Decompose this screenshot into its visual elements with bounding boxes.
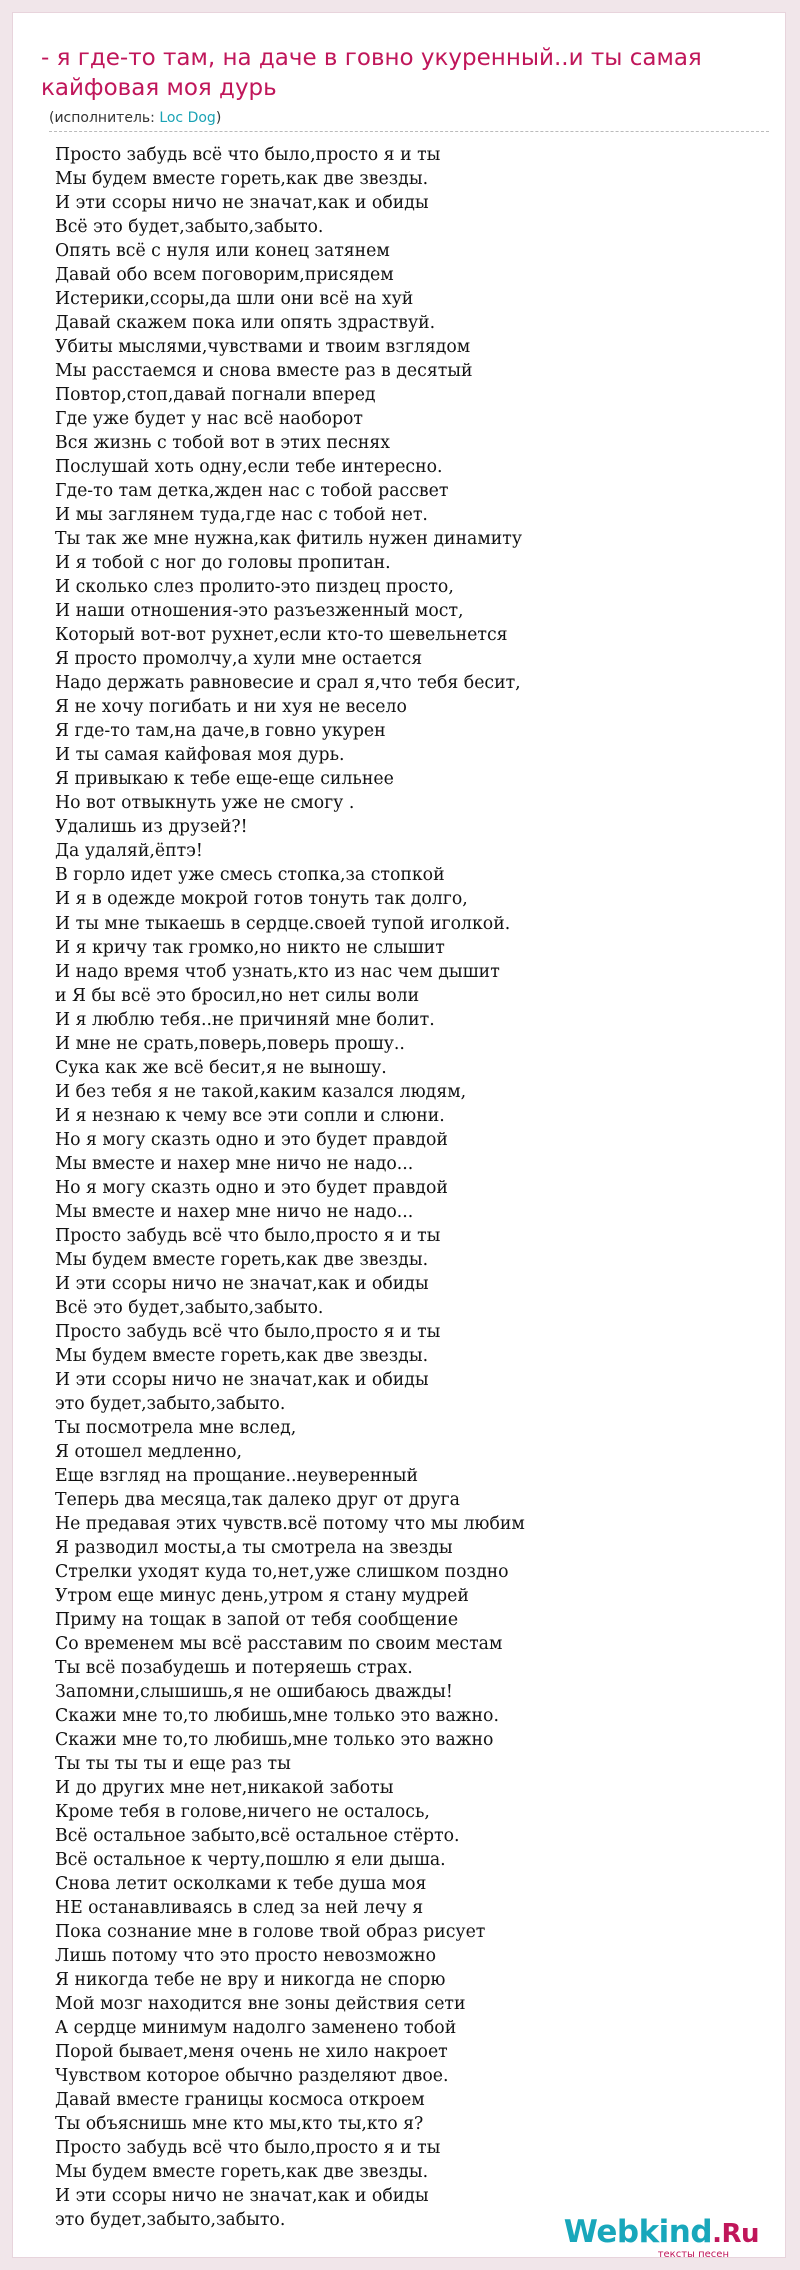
lyric-line: И наши отношения-это разъезженный мост, bbox=[55, 601, 464, 622]
lyric-line: Опять всё с нуля или конец затянем bbox=[55, 241, 390, 262]
lyric-line: Всё остальное забыто,всё остальное стёрто. bbox=[55, 1826, 460, 1847]
lyric-line: Мы будем вместе гореть,как две звезды. bbox=[55, 1345, 429, 1366]
lyric-line: это будет,забыто,забыто. bbox=[55, 2210, 286, 2231]
lyric-line: И мы заглянем туда,где нас с тобой нет. bbox=[55, 505, 428, 526]
lyric-line: Мы будем вместе гореть,как две звезды. bbox=[55, 2162, 429, 2183]
lyric-line: И надо время чтоб узнать,кто из нас чем дышит bbox=[55, 961, 500, 982]
lyric-line: Приму на тощак в запой от тебя сообщение bbox=[55, 1609, 459, 1630]
lyric-line: Снова летит осколками к тебе душа моя bbox=[55, 1874, 427, 1895]
lyric-line: Ты объяснишь мне кто мы,кто ты,кто я? bbox=[55, 2114, 424, 2135]
lyric-line: Я никогда тебе не вру и никогда не спорю bbox=[55, 1970, 446, 1991]
lyric-line: Который вот-вот рухнет,если кто-то шевельнется bbox=[55, 625, 508, 646]
lyric-line: и Я бы всё это бросил,но нет силы воли bbox=[55, 985, 420, 1006]
lyric-line: Да удаляй,ёптэ! bbox=[55, 841, 203, 862]
lyric-line: Порой бывает,меня очень не хило накроет bbox=[55, 2042, 448, 2063]
lyric-line: Сука как же всё бесит,я не выношу. bbox=[55, 1057, 387, 1078]
lyric-line: Еще взгляд на прощание..неуверенный bbox=[55, 1465, 419, 1486]
lyric-line: Удалишь из друзей?! bbox=[55, 817, 248, 838]
lyric-line: Мы вместе и нахер мне ничо не надо... bbox=[55, 1153, 414, 1174]
lyric-line: Ты всё позабудешь и потеряешь страх. bbox=[55, 1657, 413, 1678]
lyric-line: Но я могу сказть одно и это будет правдой bbox=[55, 1129, 448, 1150]
lyric-line: Всё остальное к черту,пошлю я ели дыша. bbox=[55, 1850, 446, 1871]
lyric-line: Где-то там детка,жден нас с тобой рассвет bbox=[55, 481, 449, 502]
artist-link[interactable]: Loc Dog bbox=[159, 110, 216, 126]
lyric-line: Просто забудь всё что было,просто я и ты bbox=[55, 2138, 441, 2159]
lyric-line: И до других мне нет,никакой заботы bbox=[55, 1778, 394, 1799]
lyric-line: Лишь потому что это просто невозможно bbox=[55, 1946, 437, 1967]
lyric-line: Стрелки уходят куда то,нет,уже слишком поздно bbox=[55, 1561, 509, 1582]
lyric-line: Давай обо всем поговорим,присядем bbox=[55, 265, 394, 286]
lyric-line: Просто забудь всё что было,просто я и ты bbox=[55, 145, 441, 165]
lyric-line: Давай скажем пока или опять здраствуй. bbox=[55, 313, 436, 334]
lyric-line: Мой мозг находится вне зоны действия сети bbox=[55, 1994, 466, 2015]
lyric-line: И эти ссоры ничо не значат,как и обиды bbox=[55, 1273, 429, 1294]
lyric-line: И я незнаю к чему все эти сопли и слюни. bbox=[55, 1105, 445, 1126]
lyric-line: И мне не срать,поверь,поверь прошу.. bbox=[55, 1033, 405, 1054]
lyric-line: Я не хочу погибать и ни хуя не весело bbox=[55, 697, 407, 718]
lyric-line: Не предавая этих чувств.всё потому что мы любим bbox=[55, 1513, 525, 1534]
lyric-line: Я разводил мосты,а ты смотрела на звезды bbox=[55, 1537, 453, 1558]
lyric-line: Где уже будет у нас всё наоборот bbox=[55, 409, 363, 430]
lyric-line: Вся жизнь с тобой вот в этих песнях bbox=[55, 433, 390, 454]
lyric-line: Давай вместе границы космоса откроем bbox=[55, 2090, 425, 2111]
lyric-line: Послушай хоть одну,если тебе интересно. bbox=[55, 457, 443, 478]
lyric-line: Всё это будет,забыто,забыто. bbox=[55, 217, 324, 238]
lyric-line: Надо держать равновесие и срал я,что тебя бесит, bbox=[55, 673, 521, 694]
lyric-line: В горло идет уже смесь стопка,за стопкой bbox=[55, 865, 445, 886]
artist-line bbox=[49, 109, 221, 127]
lyric-line: Повтор,стоп,давай погнали вперед bbox=[55, 385, 376, 406]
logo-tld-text: .Ru bbox=[712, 2219, 759, 2249]
lyric-line: Мы будем вместе гореть,как две звезды. bbox=[55, 1249, 429, 1270]
lyric-line: Я где-то там,на даче,в говно укурен bbox=[55, 721, 386, 742]
lyric-line: Утром еще минус день,утром я стану мудрей bbox=[55, 1585, 469, 1606]
lyrics-body bbox=[55, 143, 655, 2232]
lyric-line: Но вот отвыкнуть уже не смогу . bbox=[55, 793, 355, 814]
lyric-line: И эти ссоры ничо не значат,как и обиды bbox=[55, 1369, 429, 1390]
lyric-line: Скажи мне то,то любишь,мне только это важно bbox=[55, 1730, 494, 1751]
logo-main-text: Webkind bbox=[563, 2214, 713, 2250]
divider bbox=[49, 131, 769, 132]
artist-suffix: ) bbox=[215, 110, 222, 126]
page-card bbox=[12, 12, 786, 2258]
lyric-line: И я тобой с ног до головы пропитан. bbox=[55, 553, 391, 574]
lyric-line: Я привыкаю к тебе еще-еще сильнее bbox=[55, 769, 394, 790]
lyric-line: И я в одежде мокрой готов тонуть так долго, bbox=[55, 889, 468, 910]
lyric-line: Пока сознание мне в голове твой образ рисует bbox=[55, 1922, 486, 1943]
lyric-line: И эти ссоры ничо не значат,как и обиды bbox=[55, 2186, 429, 2207]
lyric-line: Кроме тебя в голове,ничего не осталось, bbox=[55, 1802, 430, 1823]
lyric-line: И эти ссоры ничо не значат,как и обиды bbox=[55, 193, 429, 214]
lyric-line: Теперь два месяца,так далеко друг от друга bbox=[55, 1489, 460, 1510]
lyric-line: Ты так же мне нужна,как фитиль нужен динамиту bbox=[55, 529, 523, 550]
lyric-line: Убиты мыслями,чувствами и твоим взглядом bbox=[55, 337, 471, 358]
lyric-line: Скажи мне то,то любишь,мне только это важно. bbox=[55, 1706, 499, 1727]
lyric-line: Мы расстаемся и снова вместе раз в десятый bbox=[55, 361, 473, 382]
lyric-line: Всё это будет,забыто,забыто. bbox=[55, 1297, 324, 1318]
lyric-line: Ты ты ты ты и еще раз ты bbox=[55, 1754, 291, 1775]
lyric-line: это будет,забыто,забыто. bbox=[55, 1393, 286, 1414]
lyric-line: И сколько слез пролито-это пиздец просто, bbox=[55, 577, 454, 598]
lyric-line: И без тебя я не такой,каким казался людям, bbox=[55, 1081, 467, 1102]
lyric-line: Просто забудь всё что было,просто я и ты bbox=[55, 1225, 441, 1246]
lyric-line: Я просто промолчу,а хули мне остается bbox=[55, 649, 423, 670]
lyric-line: Запомни,слышишь,я не ошибаюсь дважды! bbox=[55, 1682, 453, 1702]
site-logo[interactable] bbox=[564, 2215, 759, 2260]
lyric-line: НЕ останавливаясь в след за ней лечу я bbox=[55, 1898, 424, 1919]
artist-prefix: (исполнитель: bbox=[49, 110, 160, 126]
lyric-line: И ты мне тыкаешь в сердце.своей тупой иголкой. bbox=[55, 913, 511, 934]
lyric-line: Чувством которое обычно разделяют двое. bbox=[55, 2066, 449, 2087]
lyric-line: И я люблю тебя..не причиняй мне болит. bbox=[55, 1009, 435, 1030]
lyric-line: Мы будем вместе гореть,как две звезды. bbox=[55, 169, 429, 190]
lyric-line: Мы вместе и нахер мне ничо не надо... bbox=[55, 1201, 414, 1222]
lyric-line: Просто забудь всё что было,просто я и ты bbox=[55, 1321, 441, 1342]
lyric-line: И ты самая кайфовая моя дурь. bbox=[55, 745, 345, 766]
lyric-line: А сердце минимум надолго заменено тобой bbox=[55, 2018, 457, 2039]
lyric-line: Ты посмотрела мне вслед, bbox=[55, 1417, 297, 1438]
lyric-line: Но я могу сказть одно и это будет правдой bbox=[55, 1177, 448, 1198]
song-title: - я где-то там, на даче в говно укуренный..и ты самая кайфовая моя дурь bbox=[41, 45, 702, 101]
lyric-line: И я кричу так громко,но никто не слышит bbox=[55, 937, 445, 958]
lyric-line: Со временем мы всё расставим по своим местам bbox=[55, 1633, 503, 1654]
lyric-line: Истерики,ссоры,да шли они всё на хуй bbox=[55, 289, 414, 310]
logo-subtitle: тексты песен bbox=[657, 2249, 729, 2260]
lyric-line: Я отошел медленно, bbox=[55, 1441, 243, 1462]
